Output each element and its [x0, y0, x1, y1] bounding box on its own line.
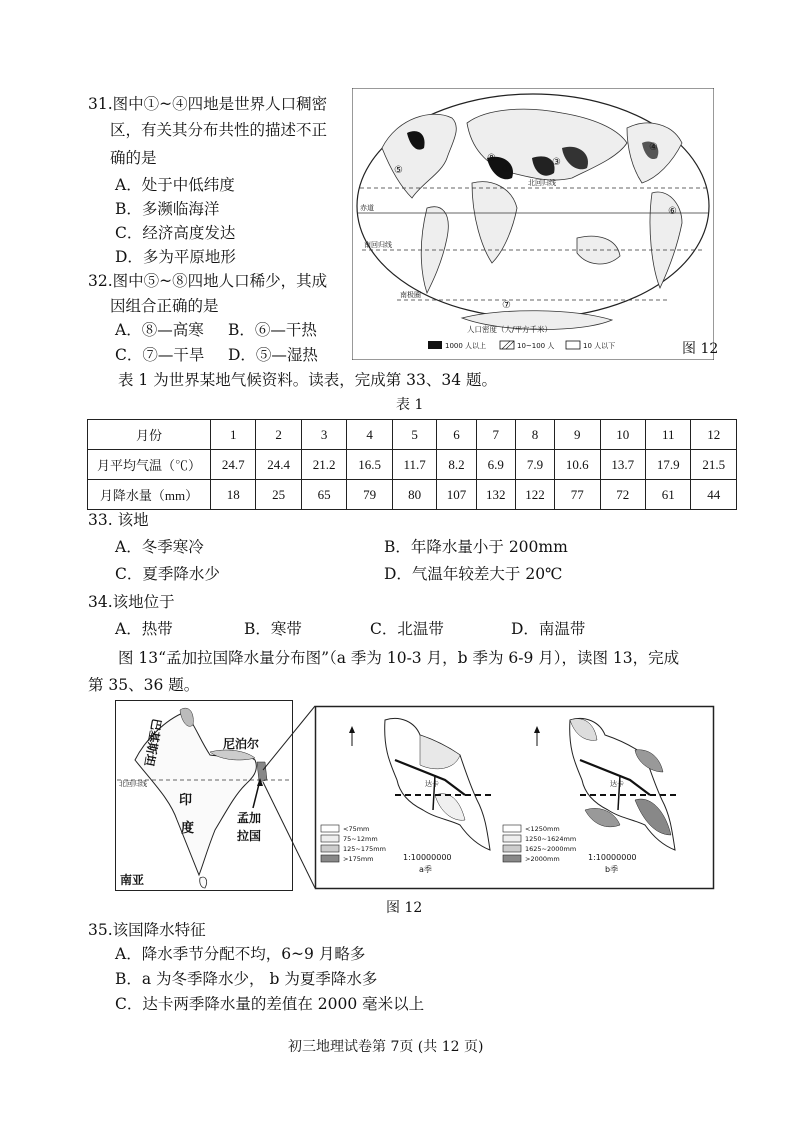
table-temp-cell: 21.5: [691, 450, 737, 480]
table-month: 9: [555, 420, 600, 450]
map-marker-6: ⑥: [668, 206, 677, 217]
table-precip-label: 月降水量（mm）: [88, 480, 211, 510]
q34-option-a: A．热带: [115, 620, 173, 638]
q34-stem: 34.该地位于: [88, 593, 175, 611]
map2-pakistan: 巴基斯坦: [141, 717, 164, 768]
table-month: 1: [211, 420, 256, 450]
table-header-label: 月份: [88, 420, 211, 450]
table-row-months: [88, 420, 737, 450]
q35-option-a: A．降水季节分配不均，6~9 月略多: [115, 945, 366, 963]
q33-option-b: B．年降水量小于 200mm: [384, 538, 568, 556]
table-precip-cell: 79: [347, 480, 392, 510]
map2-india-2: 度: [181, 821, 195, 836]
map1-caption: 图 12: [682, 341, 719, 357]
table-temp-cell: 16.5: [347, 450, 392, 480]
map-marker-7: ⑦: [502, 300, 511, 311]
q32-line1: 32.图中⑤~⑧四地人口稀少，其成: [88, 272, 328, 290]
map-marker-3: ③: [552, 157, 561, 168]
legend-b-3: 1625~2000mm: [525, 845, 577, 853]
q35-option-c: C．达卡两季降水量的差值在 2000 毫米以上: [115, 995, 425, 1013]
map2-caption: 图 12: [386, 900, 423, 916]
legend-b-1: <1250mm: [525, 825, 560, 833]
table-temp-label: 月平均气温（℃）: [88, 450, 211, 480]
bangladesh-rainfall-figure: [115, 700, 715, 892]
world-population-map: [352, 88, 714, 360]
table-precip-cell: 77: [555, 480, 600, 510]
legend-a-1: <75mm: [343, 825, 370, 833]
map-legend-medium: 10~100 人: [517, 342, 555, 350]
map-marker-1: ①: [502, 164, 511, 175]
q35-stem: 35.该国降水特征: [88, 921, 206, 939]
q31-option-c: C．经济高度发达: [115, 224, 236, 242]
q32-option-d: D．⑤—湿热: [228, 346, 318, 364]
map2-india-1: 印: [179, 793, 193, 808]
q32-option-a: A．⑧—高寒: [115, 321, 204, 339]
q32-option-b: B．⑥—干热: [228, 321, 317, 339]
q33-option-c: C．夏季降水少: [115, 565, 220, 583]
legend-a-2: 75~12mm: [343, 835, 378, 843]
map2-dhaka-b: 达卡: [610, 780, 624, 788]
table-temp-cell: 6.9: [476, 450, 515, 480]
q34-option-b: B．寒带: [244, 620, 302, 638]
map-label-south-tropic: 南回归线: [364, 241, 392, 249]
map2-bangladesh-1: 孟加: [237, 811, 262, 825]
fig13-intro-line2: 第 35、36 题。: [88, 676, 200, 694]
q31-line3: 确的是: [110, 149, 157, 167]
table-intro: 表 1 为世界某地气候资料。读表，完成第 33、34 题。: [118, 371, 498, 389]
map-marker-4: ④: [649, 142, 658, 153]
q31-line1: 31.图中①~④四地是世界人口稠密: [88, 95, 328, 113]
table-month: 7: [476, 420, 515, 450]
q33-option-a: A．冬季寒冷: [115, 538, 204, 556]
table-precip-cell: 18: [211, 480, 256, 510]
table-title: 表 1: [396, 397, 424, 413]
map-label-antarctic: 南极圈: [400, 291, 421, 299]
q31-option-a: A．处于中低纬度: [115, 176, 235, 194]
map2-north-tropic: 北回归线: [119, 780, 147, 788]
map-marker-8: ⑧: [487, 153, 496, 164]
table-precip-cell: 65: [301, 480, 346, 510]
table-month: 3: [301, 420, 346, 450]
q32-line2: 因组合正确的是: [110, 297, 219, 315]
map-marker-5: ⑤: [394, 165, 403, 176]
q33-option-d: D．气温年较差大于 20℃: [384, 565, 563, 583]
table-month: 10: [600, 420, 645, 450]
map-label-equator: 赤道: [360, 204, 374, 212]
table-temp-cell: 13.7: [600, 450, 645, 480]
table-precip-cell: 72: [600, 480, 645, 510]
season-b: b季: [605, 865, 619, 874]
q31-option-b: B．多濒临海洋: [115, 200, 220, 218]
table-month: 6: [437, 420, 476, 450]
table-precip-cell: 80: [392, 480, 437, 510]
table-precip-cell: 132: [476, 480, 515, 510]
table-precip-cell: 44: [691, 480, 737, 510]
q34-option-d: D．南温带: [511, 620, 586, 638]
q31-line2: 区，有关其分布共性的描述不正: [110, 121, 328, 139]
table-precip-cell: 107: [437, 480, 476, 510]
climate-table: [87, 419, 737, 510]
table-temp-cell: 8.2: [437, 450, 476, 480]
map-label-north-tropic: 北回归线: [528, 179, 556, 187]
table-month: 11: [645, 420, 690, 450]
fig13-intro-line1: 图 13“孟加拉国降水量分布图”（a 季为 10-3 月，b 季为 6-9 月），读图 13，完成: [118, 649, 680, 667]
table-temp-cell: 21.2: [301, 450, 346, 480]
map-legend-dense: 1000 人以上: [445, 342, 487, 350]
table-month: 8: [515, 420, 554, 450]
scale-a: 1:10000000: [403, 853, 452, 862]
scale-b: 1:10000000: [588, 853, 637, 862]
map-legend-title: 人口密度（人/平方千米）: [467, 325, 553, 334]
table-month: 4: [347, 420, 392, 450]
map2-bangladesh-2: 拉国: [237, 829, 262, 843]
legend-b-4: >2000mm: [525, 855, 560, 863]
map2-nepal: 尼泊尔: [223, 737, 260, 751]
page-footer: 初三地理试卷第 7页 (共 12 页): [288, 1039, 484, 1055]
legend-a-3: 125~175mm: [343, 845, 386, 853]
q33-stem: 33. 该地: [88, 511, 149, 529]
table-row-temperature: [88, 450, 737, 480]
table-precip-cell: 61: [645, 480, 690, 510]
q34-option-c: C．北温带: [370, 620, 444, 638]
q32-option-c: C．⑦—干旱: [115, 346, 205, 364]
table-temp-cell: 10.6: [555, 450, 600, 480]
table-temp-cell: 17.9: [645, 450, 690, 480]
table-precip-cell: 25: [256, 480, 301, 510]
map2-region: 南亚: [120, 873, 145, 887]
legend-b-2: 1250~1624mm: [525, 835, 577, 843]
map-legend-sparse: 10 人以下: [583, 342, 616, 350]
table-temp-cell: 11.7: [392, 450, 437, 480]
table-month: 12: [691, 420, 737, 450]
map2-dhaka-a: 达卡: [425, 780, 439, 788]
table-precip-cell: 122: [515, 480, 554, 510]
season-a: a季: [419, 865, 432, 874]
legend-a-4: >175mm: [343, 855, 374, 863]
map-marker-2: ②: [415, 134, 424, 145]
table-temp-cell: 24.7: [211, 450, 256, 480]
table-month: 2: [256, 420, 301, 450]
q31-option-d: D．多为平原地形: [115, 248, 236, 266]
q35-option-b: B．a 为冬季降水少， b 为夏季降水多: [115, 970, 378, 988]
table-month: 5: [392, 420, 437, 450]
table-temp-cell: 7.9: [515, 450, 554, 480]
table-row-precipitation: [88, 480, 737, 510]
table-temp-cell: 24.4: [256, 450, 301, 480]
